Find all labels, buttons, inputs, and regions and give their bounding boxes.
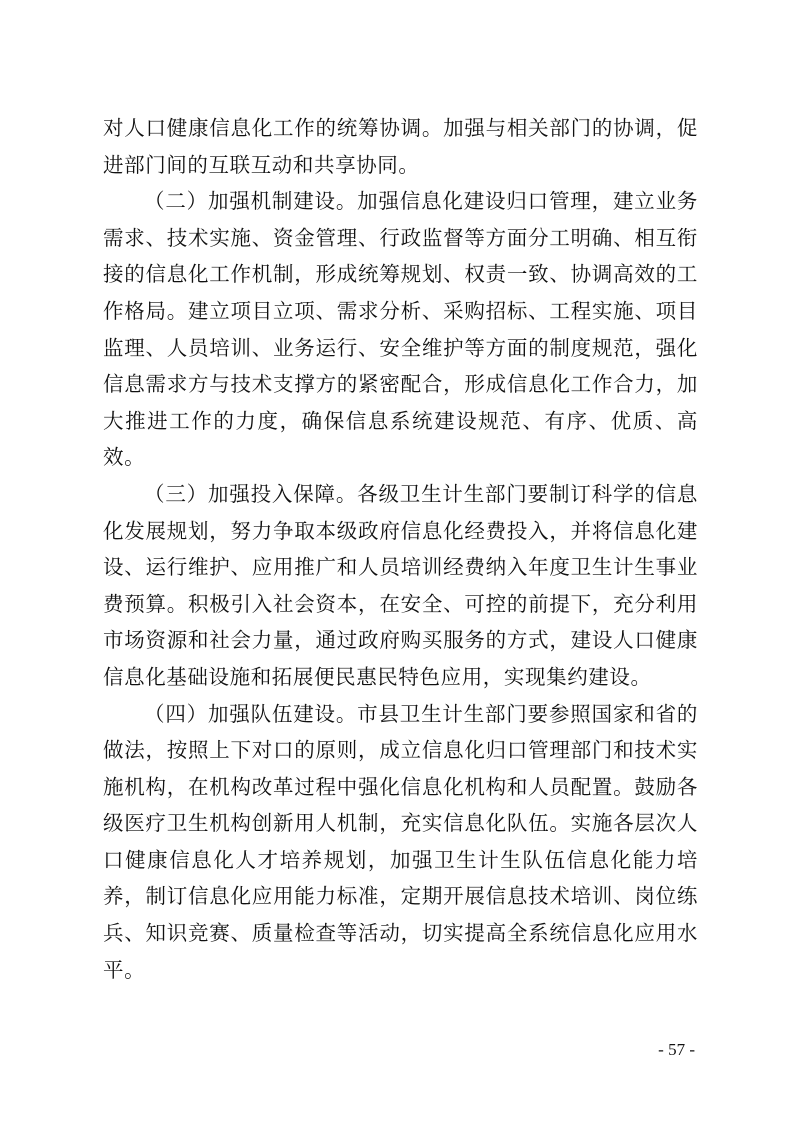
paragraph-team: [103, 696, 698, 989]
page-number: - 57 -: [658, 1040, 695, 1059]
paragraph-text: 加强信息化建设归口管理，建立业务需求、技术实施、资金管理、行政监督等方面分工明确、相互衔接的信息化工作机制，形成统筹规划、权责一致、协调高效的工作格局。建立项目立项、需求分析、采购招标、工程实施、项目监理、人员培训、业务运行、安全维护等方面的制度规范，强化信息需求方与技术支撑方的紧密配合，形成信息化工作合力，加大推进工作的力度，确保信息系统建设规范、有序、优质、高效。: [103, 189, 698, 470]
paragraph-continuation: [103, 110, 698, 183]
paragraph-heading: （四）加强队伍建设。: [144, 701, 358, 726]
paragraph-text: 各级卫生计生部门要制订科学的信息化发展规划，努力争取本级政府信息化经费投入，并将信息化建设、运行维护、应用推广和人员培训经费纳入年度卫生计生事业费预算。积极引入社会资本，在安全、可控的前提下，充分利用市场资源和社会力量，通过政府购买服务的方式，建设人口健康信息化基础设施和拓展便民惠民特色应用，实现集约建设。: [103, 481, 698, 689]
body-text: [103, 110, 698, 988]
paragraph-mechanism: [103, 183, 698, 476]
paragraph-heading: （二）加强机制建设。: [144, 189, 358, 214]
paragraph-investment: [103, 476, 698, 696]
paragraph-text: 对人口健康信息化工作的统筹协调。加强与相关部门的协调，促进部门间的互联互动和共享协同。: [103, 116, 698, 177]
paragraph-heading: （三）加强投入保障。: [144, 481, 358, 506]
paragraph-text: 市县卫生计生部门要参照国家和省的做法，按照上下对口的原则，成立信息化归口管理部门和技术实施机构，在机构改革过程中强化信息化机构和人员配置。鼓励各级医疗卫生机构创新用人机制，充实信息化队伍。实施各层次人口健康信息化人才培养规划，加强卫生计生队伍信息化能力培养，制订信息化应用能力标准，定期开展信息技术培训、岗位练兵、知识竞赛、质量检查等活动，切实提高全系统信息化应用水平。: [103, 701, 698, 982]
